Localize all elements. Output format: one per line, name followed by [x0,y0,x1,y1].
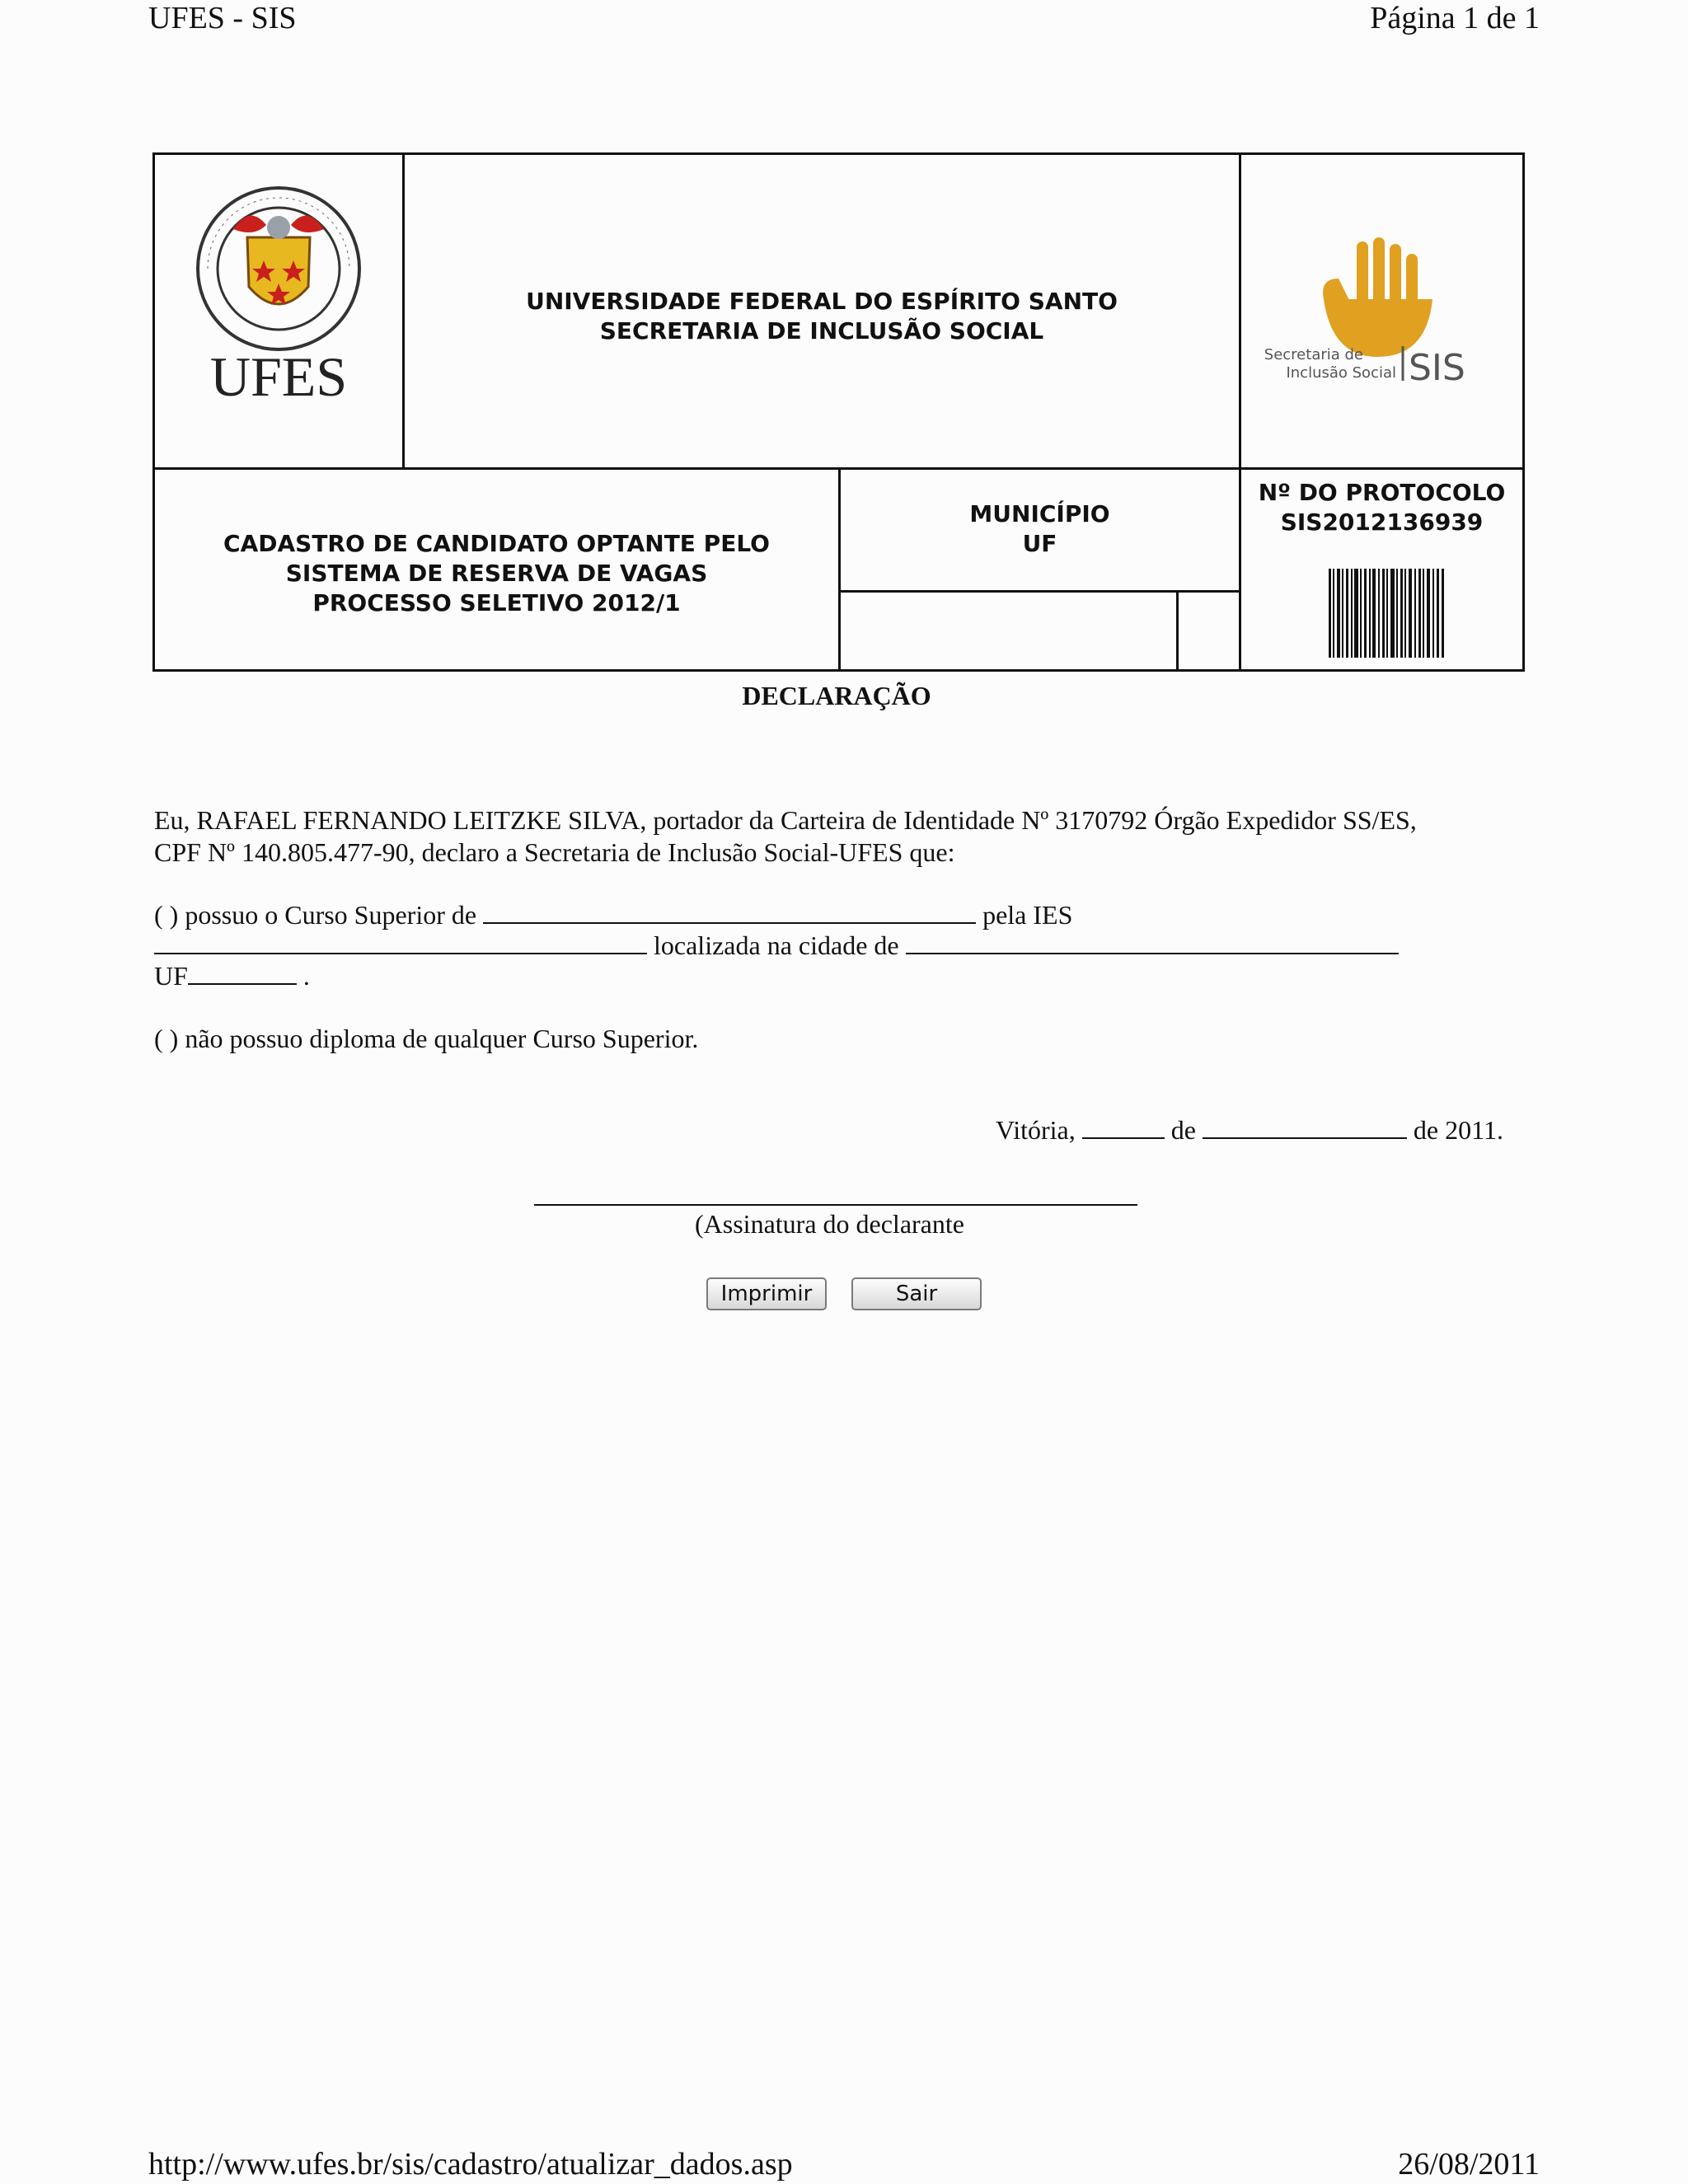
protocol-label: Nº DO PROTOCOLO [1258,479,1506,506]
protocol-cell [1239,467,1525,672]
university-title-cell [402,152,1241,470]
page-header-page-number: Página 1 de 1 [1370,1,1540,35]
pela-ies-label: pela IES [982,900,1073,930]
signature-label: (Assinatura do declarante [695,1209,964,1239]
secretariat-name: SECRETARIA DE INCLUSÃO SOCIAL [599,317,1044,344]
print-button[interactable]: Imprimir [706,1277,827,1310]
option-nao-possuo: ( ) não possuo diploma de qualquer Curso Superior. [154,1024,699,1053]
sis-logo-big: SIS [1409,347,1465,389]
uf-value-cell [1176,590,1241,672]
cadastro-line1: CADASTRO DE CANDIDATO OPTANTE PELO [223,530,770,557]
ies-blank[interactable] [154,931,647,954]
day-blank[interactable] [1082,1116,1165,1139]
university-name: UNIVERSIDADE FEDERAL DO ESPÍRITO SANTO [526,288,1118,315]
municipio-label: MUNICÍPIO [969,500,1110,527]
declaration-intro-line1: Eu, RAFAEL FERNANDO LEITZKE SILVA, portador da Carteira de Identidade Nº 3170792 Órgão Expedidor SS/ES, [154,805,1417,835]
date-city: Vitória, [996,1115,1076,1145]
exit-button[interactable]: Sair [851,1277,982,1310]
cadastro-cell [152,467,841,672]
signature-line [534,1204,1137,1206]
uf-blank[interactable] [188,962,297,985]
ufes-logo-text: UFES [209,345,348,408]
option-possuo-line2 [154,930,1399,961]
option-possuo-line1 [154,899,1072,930]
page-header-title: UFES - SIS [148,1,297,35]
sis-logo-small-line2: Inclusão Social [1286,364,1396,382]
cadastro-line3: PROCESSO SELETIVO 2012/1 [312,589,681,616]
date-year: de 2011. [1413,1115,1503,1145]
sis-hand-logo [1241,155,1522,467]
month-blank[interactable] [1203,1116,1407,1139]
option-possuo-prefix: ( ) possuo o Curso Superior de [154,900,477,930]
ufes-logo-cell [152,152,405,470]
cadastro-line2: SISTEMA DE RESERVA DE VAGAS [285,560,708,587]
uf-blank-label: UF [154,961,188,991]
curso-blank[interactable] [483,901,976,924]
barcode-icon [1329,569,1444,658]
municipio-value-cell [838,590,1179,672]
localizada-label: localizada na cidade de [654,930,899,960]
ufes-seal-logo [155,180,402,427]
declaration-title: DECLARAÇÃO [742,681,931,710]
protocol-number: SIS2012136939 [1280,509,1484,536]
page-footer-url: http://www.ufes.br/sis/cadastro/atualizar_dados.asp [148,2147,793,2182]
option-possuo-end: . [302,961,310,991]
declaration-intro-line2: CPF Nº 140.805.477-90, declaro a Secretaria de Inclusão Social-UFES que: [154,837,955,867]
uf-label: UF [1022,530,1057,557]
page-footer-date: 26/08/2011 [1398,2147,1540,2182]
date-de: de [1170,1115,1196,1145]
date-line [996,1114,1503,1146]
option-possuo-line3 [154,960,310,991]
municipio-cell [838,467,1241,593]
cidade-blank[interactable] [906,931,1399,954]
sis-logo-small-line1: Secretaria de [1264,346,1363,363]
sis-logo-cell [1239,152,1525,470]
